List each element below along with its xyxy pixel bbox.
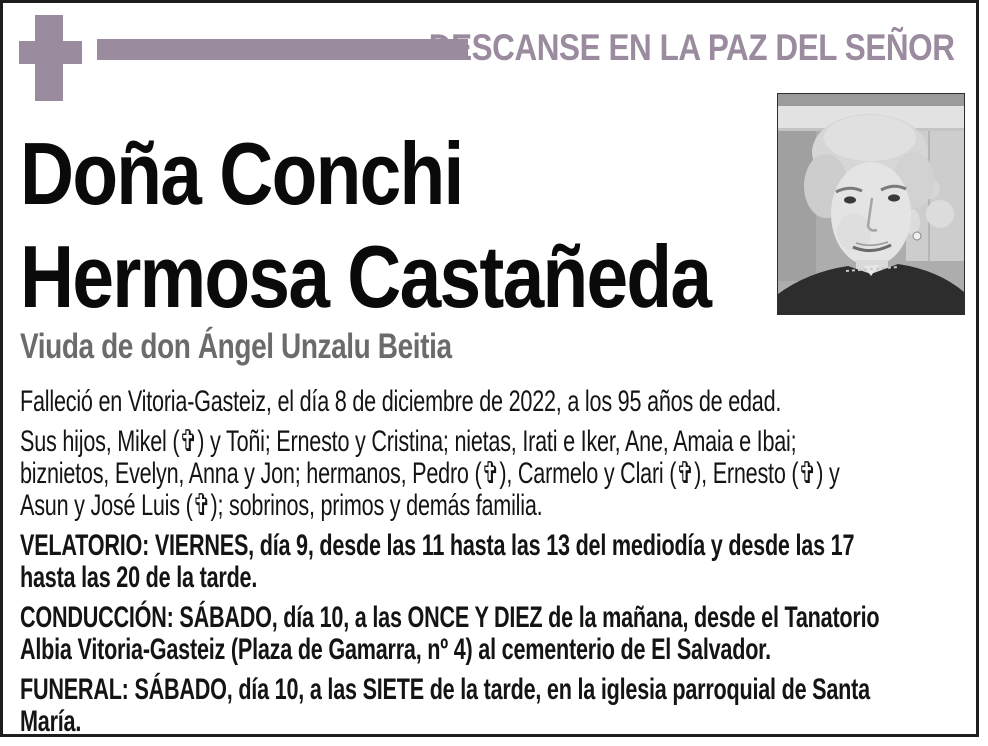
cross-horizontal-bar bbox=[19, 41, 82, 64]
memorial-cross-icon bbox=[19, 15, 82, 101]
obituary-body bbox=[20, 386, 965, 737]
conduccion-paragraph: CONDUCCIÓN: SÁBADO, día 10, a las ONCE Y DIEZ de la mañana, desde el Tanatorio Albia Vitoria-Gasteiz (Plaza de Gamarra, nº 4) al cementerio de El Salvador. bbox=[20, 601, 880, 666]
deceased-name-line1: Doña Conchi bbox=[20, 124, 463, 223]
motto-text: DESCANSE EN LA PAZ DEL SEÑOR bbox=[429, 27, 955, 68]
accent-rule bbox=[97, 39, 468, 60]
funeral-paragraph: FUNERAL: SÁBADO, día 10, a las SIETE de la tarde, en la iglesia parroquial de Santa María. bbox=[20, 673, 870, 737]
death-notice-paragraph: Falleció en Vitoria-Gasteiz, el día 8 de diciembre de 2022, a los 95 años de edad. bbox=[20, 385, 782, 418]
deceased-name bbox=[20, 122, 832, 328]
deceased-name-line2: Hermosa Castañeda bbox=[20, 227, 711, 326]
family-paragraph: Sus hijos, Mikel (✞) y Toñi; Ernesto y Cristina; nietas, Irati e Iker, Ane, Amaia e Ibai; biznietos, Evelyn, Anna y Jon; hermanos, Pedro (✞), Carmelo y Clari (✞), Ernesto (✞) y Asun y José Luis (✞); sobrinos, primos y demás familia. bbox=[20, 425, 840, 522]
relation-line: Viuda de don Ángel Unzalu Beitia bbox=[20, 327, 452, 366]
velatorio-paragraph: VELATORIO: VIERNES, día 9, desde las 11 hasta las 13 del mediodía y desde las 17 hasta las 20 de la tarde. bbox=[20, 529, 855, 594]
